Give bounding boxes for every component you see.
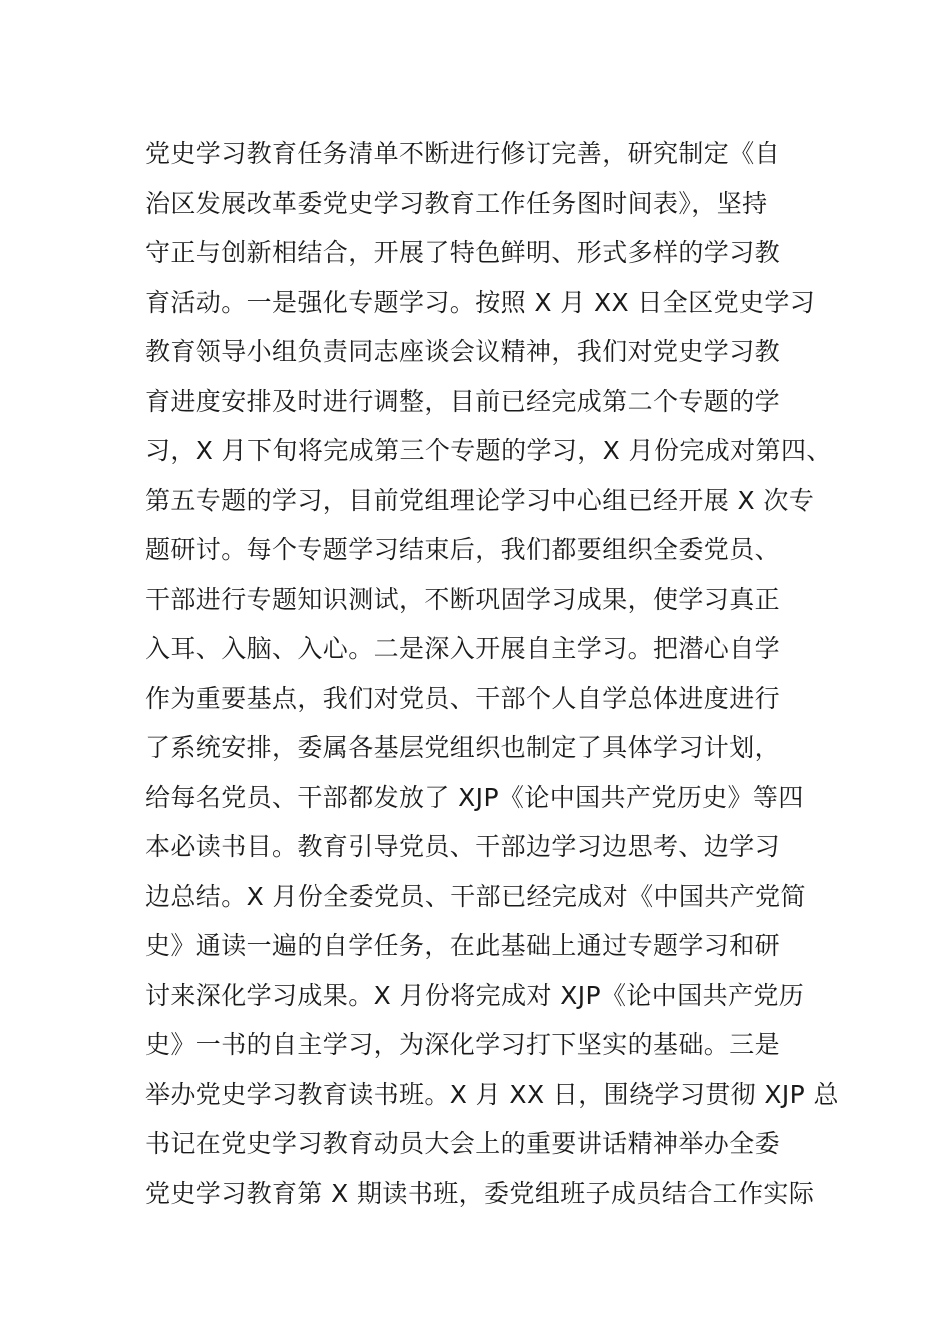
text-line-15: 本必读书目。教育引导党员、干部边学习边思考、边学习 (145, 832, 781, 861)
text-line-17: 史》通读一遍的自学任务，在此基础上通过专题学习和研 (145, 931, 781, 960)
text-line-13: 了系统安排，委属各基层党组织也制定了具体学习计划， (145, 733, 781, 762)
text-line-1: 党史学习教育任务清单不断进行修订完善，研究制定《自 (145, 139, 781, 168)
text-line-3: 守正与创新相结合，开展了特色鲜明、形式多样的学习教 (145, 238, 781, 267)
text-line-2: 治区发展改革委党史学习教育工作任务图时间表》，坚持 (145, 188, 768, 218)
text-line-12: 作为重要基点，我们对党员、干部个人自学总体进度进行 (145, 683, 781, 713)
text-line-9: 题研讨。每个专题学习结束后，我们都要组织全委党员、 (145, 535, 781, 564)
text-line-4: 育活动。一是强化专题学习。按照 X 月 XX 日全区党史学习 (145, 287, 816, 317)
text-line-6: 育进度安排及时进行调整，目前已经完成第二个专题的学 (145, 386, 781, 416)
text-line-8: 第五专题的学习，目前党组理论学习中心组已经开展 X 次专 (145, 485, 815, 515)
text-line-14: 给每名党员、干部都发放了 XJP《论中国共产党历史》等四 (145, 782, 804, 812)
body-paragraph (145, 129, 839, 1218)
text-line-10: 干部进行专题知识测试，不断巩固学习成果，使学习真正 (145, 584, 781, 614)
text-line-18: 讨来深化学习成果。X 月份将完成对 XJP《论中国共产党历 (145, 980, 805, 1010)
text-line-21: 书记在党史学习教育动员大会上的重要讲话精神举办全委 (145, 1129, 781, 1158)
text-line-7: 习，X 月下旬将完成第三个专题的学习，X 月份完成对第四、 (145, 436, 832, 465)
text-line-5: 教育领导小组负责同志座谈会议精神，我们对党史学习教 (145, 337, 781, 366)
text-line-20: 举办党史学习教育读书班。X 月 XX 日，围绕学习贯彻 XJP 总 (145, 1079, 839, 1109)
text-line-16: 边总结。X 月份全委党员、干部已经完成对《中国共产党简 (145, 881, 806, 911)
text-line-19: 史》一书的自主学习，为深化学习打下坚实的基础。三是 (145, 1030, 781, 1059)
text-line-22: 党史学习教育第 X 期读书班，委党组班子成员结合工作实际 (145, 1178, 815, 1208)
text-line-11: 入耳、入脑、入心。二是深入开展自主学习。把潜心自学 (145, 634, 781, 663)
